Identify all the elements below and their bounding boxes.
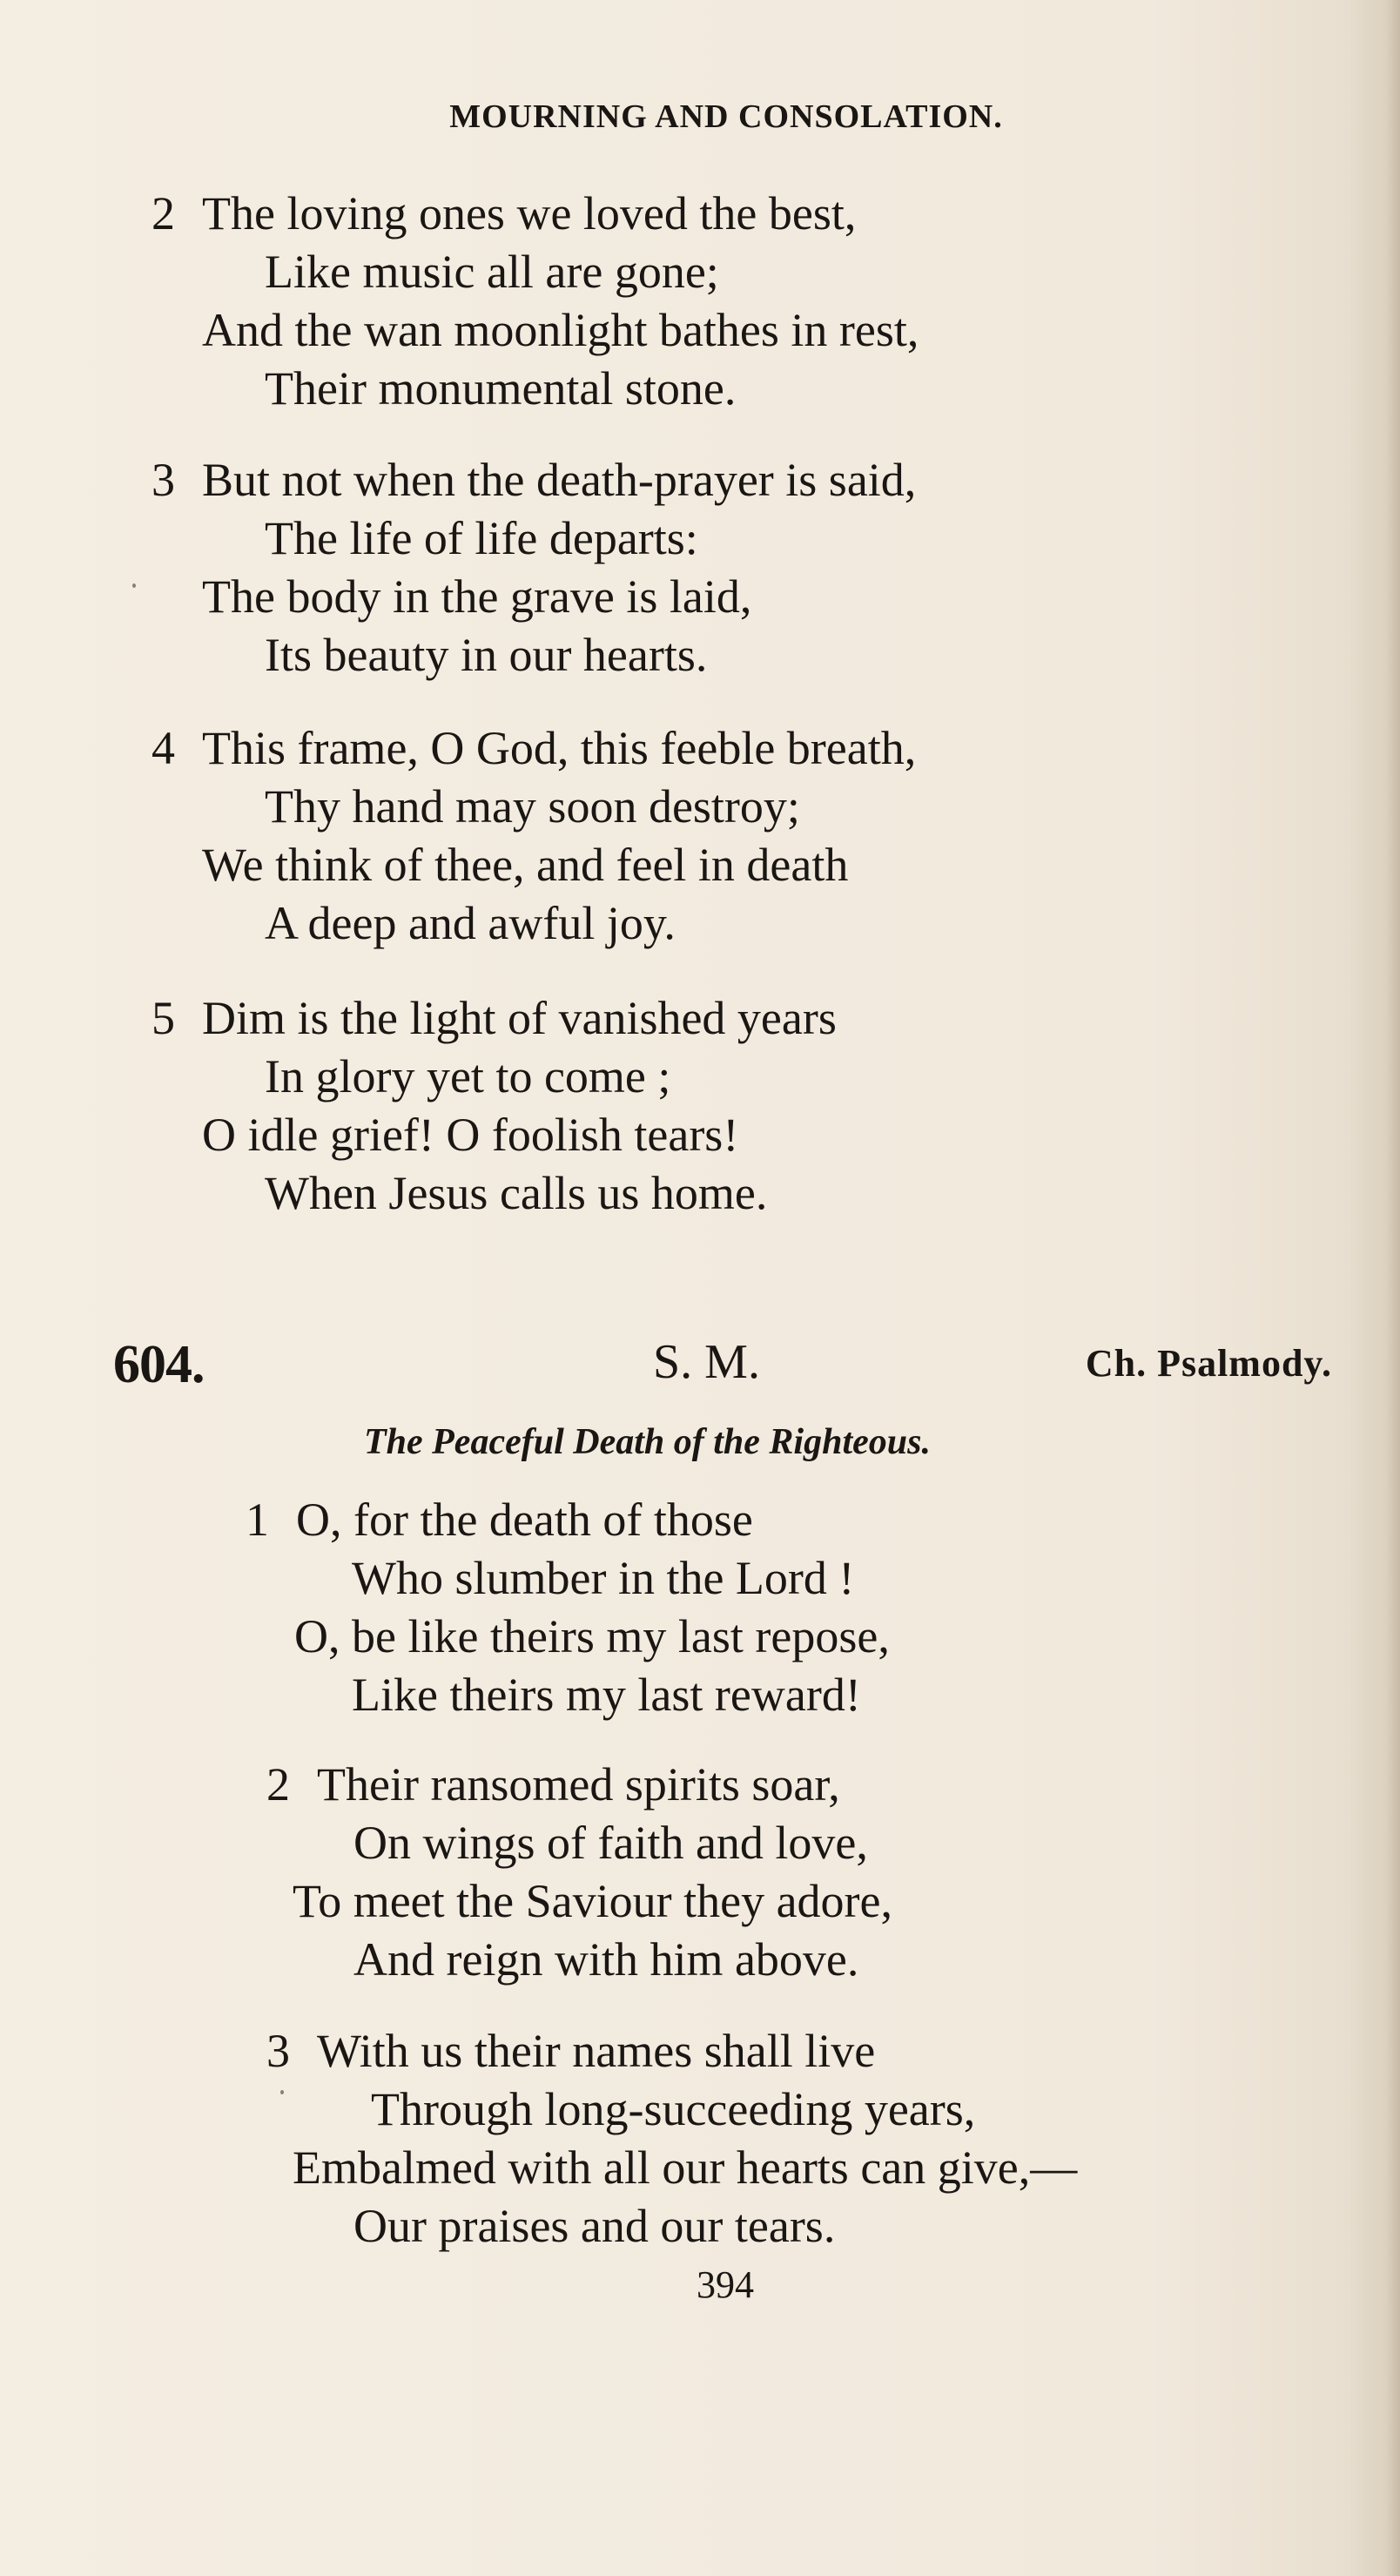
stanza-line: Like theirs my last reward!: [352, 1669, 861, 1721]
stanza-line: On wings of faith and love,: [353, 1817, 868, 1869]
stanza-number: 2: [266, 1758, 290, 1811]
stanza-line: Like music all are gone;: [265, 246, 719, 298]
stanza-number: 2: [151, 187, 175, 239]
hymn-stanza-1: [246, 1491, 890, 1724]
line-text: This frame, O God, this feeble breath,: [202, 722, 917, 774]
hymn-header: [113, 1334, 1332, 1399]
prev-stanza-3: [151, 451, 917, 684]
stanza-line: The life of life departs:: [265, 512, 698, 564]
hymn-stanza-3: [266, 2022, 1078, 2256]
line-text: The loving ones we loved the best,: [202, 187, 857, 239]
stanza-number: 4: [151, 722, 175, 774]
stanza-line: Its beauty in our hearts.: [265, 629, 708, 681]
prev-stanza-2: [151, 185, 919, 418]
stanza-line: [266, 1756, 892, 1814]
stanza-line: In glory yet to come ;: [265, 1050, 671, 1103]
stanza-line: [266, 2022, 1077, 2080]
stanza-line: O idle grief! O foolish tears!: [202, 1109, 739, 1161]
line-text: Their ransomed spirits soar,: [317, 1758, 840, 1811]
stanza-line: Through long-succeeding years,: [371, 2083, 976, 2135]
stanza-line: To meet the Saviour they adore,: [293, 1875, 893, 1927]
stanza-line: O, be like theirs my last repose,: [294, 1610, 890, 1662]
stanza-number: 3: [151, 454, 175, 506]
line-text: But not when the death-prayer is said,: [202, 454, 917, 506]
line-text: O, for the death of those: [296, 1494, 753, 1546]
stanza-line: And the wan moonlight bathes in rest,: [202, 304, 919, 356]
stanza-line: Who slumber in the Lord !: [352, 1552, 855, 1604]
hymn-stanza-2: [266, 1756, 893, 1989]
stanza-line: The body in the grave is laid,: [202, 570, 752, 623]
stanza-line: [151, 989, 837, 1048]
page-number: 394: [697, 2263, 754, 2306]
stanza-line: When Jesus calls us home.: [265, 1167, 768, 1219]
prev-stanza-4: [151, 719, 917, 953]
stanza-line: We think of thee, and feel in death: [202, 839, 849, 891]
line-text: With us their names shall live: [317, 2025, 876, 2077]
paper-speck: [132, 583, 136, 588]
line-text: Dim is the light of vanished years: [202, 992, 837, 1044]
stanza-line: And reign with him above.: [353, 1933, 859, 1986]
hymn-tune: Ch. Psalmody.: [1085, 1342, 1332, 1385]
stanza-line: [151, 719, 916, 778]
stanza-line: Thy hand may soon destroy;: [265, 780, 800, 833]
stanza-line: [151, 451, 916, 509]
stanza-line: Their monumental stone.: [265, 362, 737, 415]
hymn-meter: S. M.: [653, 1335, 760, 1389]
stanza-line: Embalmed with all our hearts can give,—: [293, 2141, 1078, 2194]
page-edge-shadow: [1386, 0, 1400, 2576]
hymn-number: 604.: [113, 1335, 205, 1394]
stanza-line: A deep and awful joy.: [265, 897, 676, 949]
hymn-subtitle: The Peaceful Death of the Righteous.: [364, 1422, 931, 1462]
stanza-line: [246, 1491, 890, 1549]
stanza-line: [151, 185, 919, 243]
running-head: MOURNING AND CONSOLATION.: [449, 98, 1003, 135]
stanza-line: Our praises and our tears.: [353, 2200, 836, 2252]
stanza-number: 5: [151, 992, 175, 1044]
stanza-number: 3: [266, 2025, 290, 2077]
prev-stanza-5: [151, 989, 837, 1223]
paper-speck: [280, 2090, 284, 2094]
stanza-number: 1: [246, 1494, 269, 1546]
